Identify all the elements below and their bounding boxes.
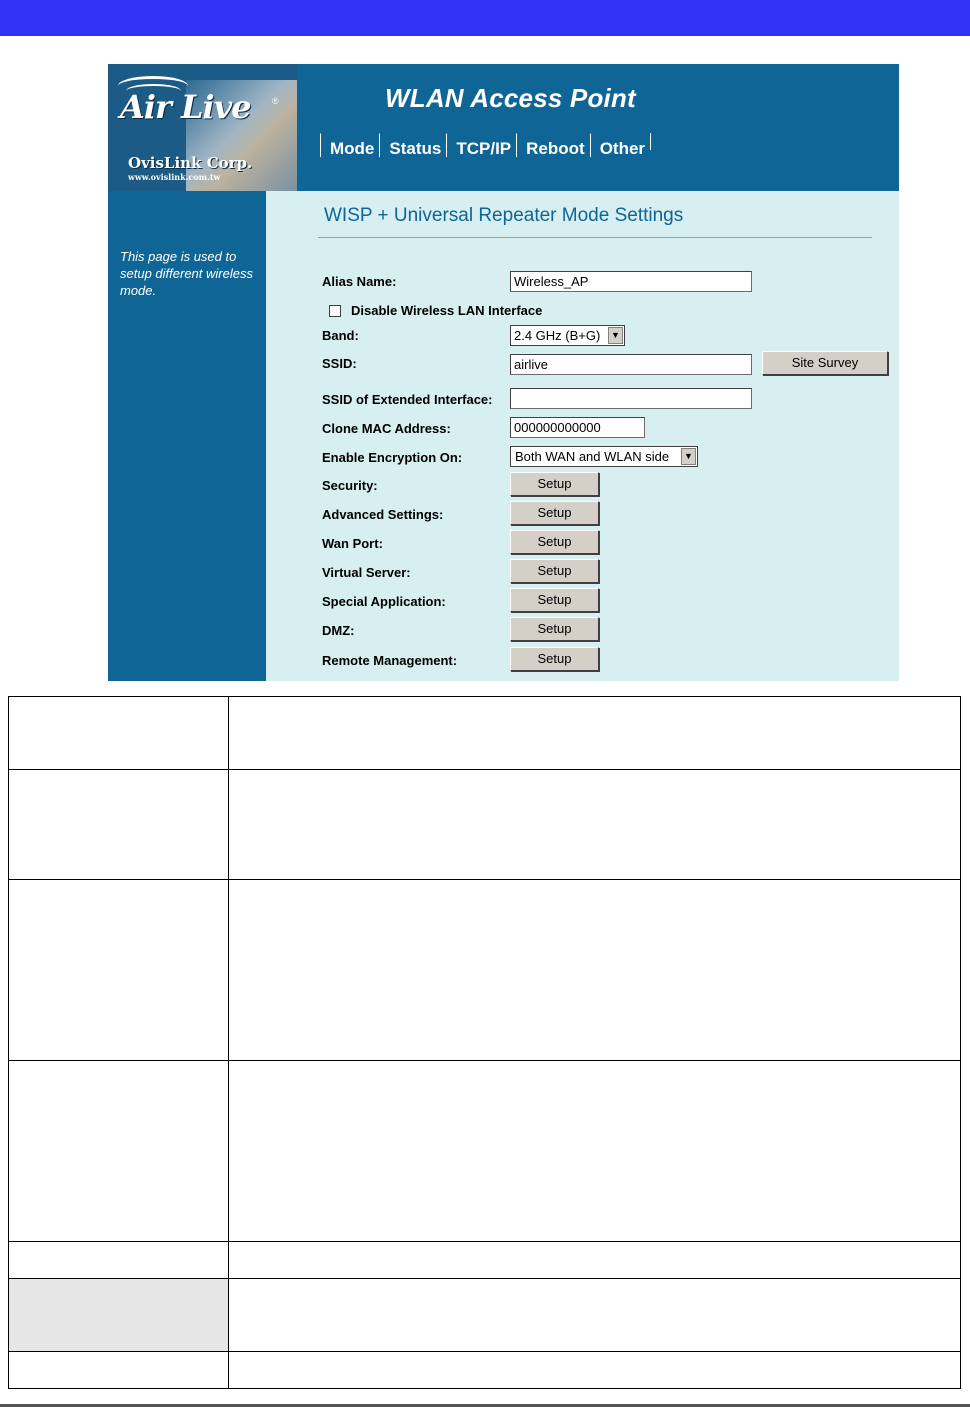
security-label: Security: [322, 478, 378, 493]
sidebar [108, 191, 266, 681]
table-row [9, 1061, 961, 1242]
ssid-label: SSID: [322, 356, 357, 371]
corp-name: OvisLink Corp. [128, 154, 253, 172]
table-cell [229, 697, 961, 770]
encryption-select[interactable] [510, 446, 698, 467]
ext-ssid-input[interactable] [510, 388, 752, 409]
table-cell [9, 770, 229, 880]
table-cell [229, 770, 961, 880]
table-row [9, 1279, 961, 1352]
table-row [9, 1242, 961, 1279]
ap-web-ui [108, 64, 899, 681]
sidebar-help-text: This page is used to setup different wireless mode. [120, 249, 253, 298]
table-cell [9, 1061, 229, 1242]
table-cell [9, 1352, 229, 1389]
table-cell [229, 1279, 961, 1352]
wan-port-setup-button[interactable]: Setup [510, 530, 599, 554]
alias-name-label: Alias Name: [322, 274, 397, 289]
advanced-settings-setup-button[interactable]: Setup [510, 501, 599, 525]
band-select[interactable] [510, 325, 625, 346]
table-cell [9, 697, 229, 770]
title-divider [318, 237, 872, 238]
table-cell [9, 1279, 229, 1352]
top-banner [0, 0, 970, 36]
table-cell [229, 1242, 961, 1279]
table-row [9, 770, 961, 880]
corp-url: www.ovislink.com.tw [128, 172, 221, 182]
logo-registered-mark: ® [272, 96, 279, 106]
table-cell [9, 1242, 229, 1279]
table-row [9, 1352, 961, 1389]
dmz-setup-button[interactable]: Setup [510, 617, 599, 641]
nav-reboot[interactable]: Reboot [516, 133, 590, 157]
security-setup-button[interactable]: Setup [510, 472, 599, 496]
nav-other[interactable]: Other [590, 133, 650, 157]
nav-mode[interactable]: Mode [320, 133, 379, 157]
header [108, 64, 899, 191]
nav-divider [650, 133, 651, 150]
logo-text: Air Live [120, 88, 251, 126]
nav-tcpip[interactable]: TCP/IP [446, 133, 516, 157]
ext-ssid-label: SSID of Extended Interface: [322, 392, 493, 407]
table-row [9, 880, 961, 1061]
dropdown-arrow-icon[interactable]: ▼ [608, 327, 623, 344]
wan-port-label: Wan Port: [322, 536, 383, 551]
airlive-logo [108, 64, 297, 191]
table-cell [9, 880, 229, 1061]
dmz-label: DMZ: [322, 623, 355, 638]
band-label: Band: [322, 328, 359, 343]
table-cell [229, 1352, 961, 1389]
band-select-value: 2.4 GHz (B+G) [514, 328, 601, 343]
site-survey-button[interactable]: Site Survey [762, 351, 888, 375]
disable-wlan-checkbox[interactable] [329, 305, 341, 317]
description-table [8, 696, 961, 1389]
special-application-label: Special Application: [322, 594, 446, 609]
table-row [9, 697, 961, 770]
remote-management-setup-button[interactable]: Setup [510, 647, 599, 671]
special-application-setup-button[interactable]: Setup [510, 588, 599, 612]
table-cell [229, 1061, 961, 1242]
advanced-settings-label: Advanced Settings: [322, 507, 444, 522]
remote-management-label: Remote Management: [322, 653, 458, 668]
virtual-server-label: Virtual Server: [322, 565, 411, 580]
app-title: WLAN Access Point [385, 83, 636, 113]
disable-wlan-label: Disable Wireless LAN Interface [351, 303, 543, 318]
page-title: WISP + Universal Repeater Mode Settings [324, 205, 684, 226]
encryption-label: Enable Encryption On: [322, 450, 463, 465]
ssid-input[interactable]: airlive [510, 354, 752, 375]
virtual-server-setup-button[interactable]: Setup [510, 559, 599, 583]
nav-status[interactable]: Status [379, 133, 446, 157]
main-nav [320, 133, 651, 157]
alias-name-input[interactable]: Wireless_AP [510, 271, 752, 292]
table-cell [229, 880, 961, 1061]
clone-mac-label: Clone MAC Address: [322, 421, 451, 436]
encryption-select-value: Both WAN and WLAN side [515, 449, 670, 464]
clone-mac-input[interactable]: 000000000000 [510, 417, 645, 438]
dropdown-arrow-icon[interactable]: ▼ [681, 448, 696, 465]
